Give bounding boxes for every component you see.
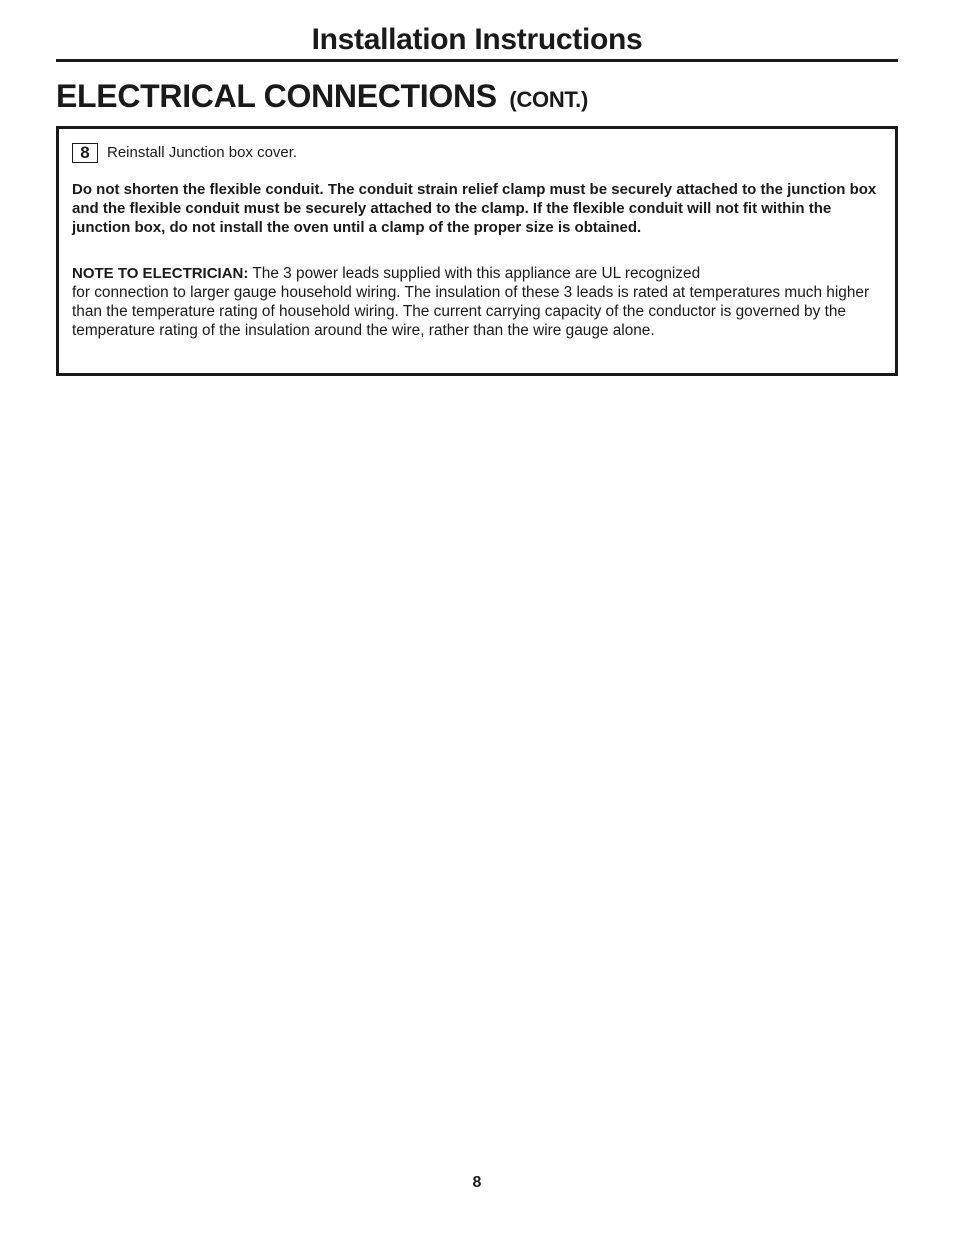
step-row <box>72 143 297 163</box>
page-header-title: Installation Instructions <box>311 23 643 56</box>
header-divider <box>56 59 898 62</box>
note-line-1: The 3 power leads supplied with this appliance are UL recognized <box>252 265 701 282</box>
section-title-suffix: (CONT.) <box>509 87 588 112</box>
page-number: 8 <box>472 1174 482 1191</box>
warning-paragraph: Do not shorten the flexible conduit. The conduit strain relief clamp must be securely attached to the junction box and the flexible conduit must be securely attached to the clamp. If the flexible conduit will not fit within the junction box, do not install the oven until a clamp of the proper size is obtained. <box>72 181 877 236</box>
note-body: for connection to larger gauge household wiring. The insulation of these 3 leads is rated at temperatures much higher than the temperature rating of household wiring. The current carrying capacity of the conductor is governed by the temperature rating of the insulation around the wire, rather than the wire gauge alone. <box>72 284 870 339</box>
section-title-text: ELECTRICAL CONNECTIONS <box>56 78 497 114</box>
note-label: NOTE TO ELECTRICIAN: <box>72 265 249 282</box>
instruction-box <box>56 126 898 376</box>
step-number-badge: 8 <box>72 143 98 163</box>
electrician-note <box>72 264 884 340</box>
step-text: Reinstall Junction box cover. <box>107 144 298 161</box>
section-title <box>56 76 588 120</box>
